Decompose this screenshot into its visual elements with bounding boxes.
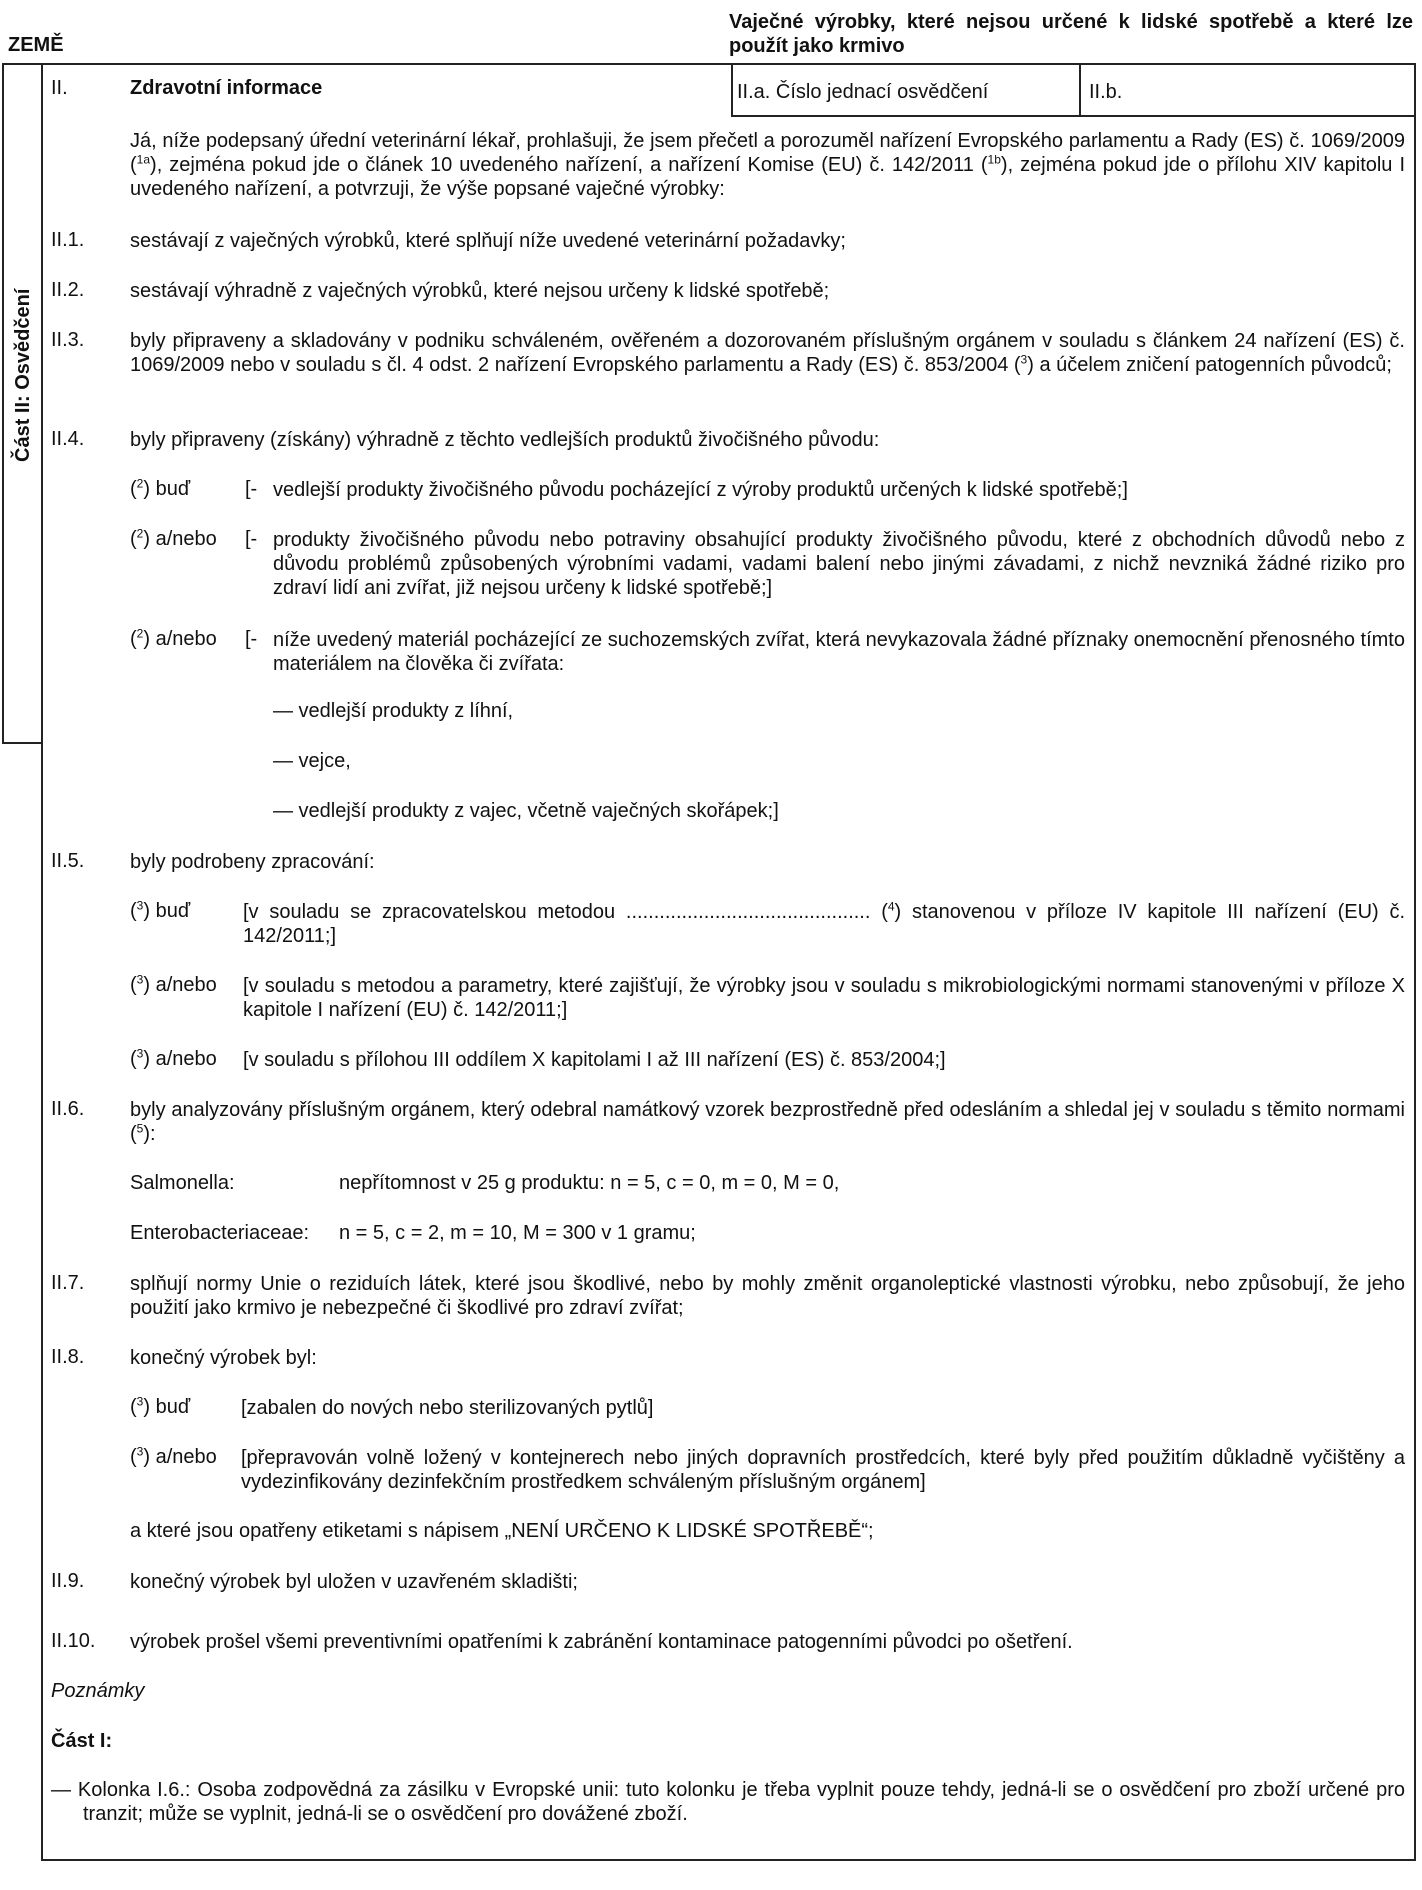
option-text: [v souladu s přílohou III oddílem X kapitolami I až III nařízení (ES) č. 853/2004;] — [243, 1049, 946, 1071]
certificate-ref-a: II.a. Číslo jednací osvědčení — [737, 81, 989, 103]
item-number: II.6. — [51, 1098, 85, 1120]
norm-value: nepřítomnost v 25 g produktu: n = 5, c = 0, m = 0, M = 0, — [339, 1172, 840, 1194]
option-label: ($^2$) buď — [130, 476, 191, 500]
item-number: II.8. — [51, 1346, 85, 1368]
intro-paragraph: Já, níže podepsaný úřední veterinární lékař, prohlašuji, že jsem přečetl a porozuměl nařízení Evropského parlamentu a Rady (ES) č. 1069/2009 ($^{1a}$), zejména pokud jde o článek 10 uvedeného nařízení, a nařízení Komise (EU) č. 142/2011 ($^{1b}$), zejména pokud jde o přílohu XIV kapitolu I uvedeného nařízení, a potvrzuji, že výše popsané vaječné výrobky: — [130, 130, 1406, 200]
item-text: konečný výrobek byl uložen v uzavřeném skladišti; — [130, 1571, 578, 1593]
option-label: ($^2$) a/nebo — [130, 526, 217, 550]
item-number: II.10. — [51, 1630, 96, 1652]
label-requirement: a které jsou opatřeny etiketami s nápisem „NENÍ URČENO K LIDSKÉ SPOTŘEBĚ“; — [130, 1520, 874, 1542]
notes-part-heading: Část I: — [51, 1730, 113, 1752]
option-label: ($^3$) a/nebo — [130, 972, 217, 996]
ref-box-mid — [1079, 63, 1081, 117]
side-label: Část II: Osvědčení — [12, 288, 34, 462]
option-bracket: [- — [245, 628, 258, 650]
notes-title: Poznámky — [51, 1680, 145, 1702]
item-text: byly podrobeny zpracování: — [130, 851, 375, 873]
section-title: Zdravotní informace — [130, 77, 323, 99]
option-label: ($^3$) buď — [130, 1394, 191, 1418]
option-label: ($^2$) a/nebo — [130, 626, 217, 650]
item-text: byly připraveny (získány) výhradně z těchto vedlejších produktů živočišného původu: — [130, 429, 880, 451]
document-title: Vaječné výrobky, které nejsou určené k lidské spotřebě a které lze použít jako krmivo — [729, 11, 1413, 57]
item-number: II.7. — [51, 1272, 85, 1294]
option-text: [v souladu s metodou a parametry, které zajišťují, že výrobky jsou v souladu s mikrobiologickými normami stanovenými v příloze X kapitole I nařízení (EU) č. 142/2011;] — [243, 975, 1405, 1021]
option-text: [zabalen do nových nebo sterilizovaných pytlů] — [241, 1397, 654, 1419]
item-number: II.4. — [51, 428, 85, 450]
item-number: II.2. — [51, 279, 85, 301]
item-number: II.1. — [51, 229, 85, 251]
ref-box-left — [731, 63, 733, 117]
item-text: konečný výrobek byl: — [130, 1347, 317, 1369]
option-text: níže uvedený materiál pocházející ze suchozemských zvířat, která nevykazovala žádné příznaky onemocnění přenosného tímto materiálem na člověka či zvířata: — [273, 629, 1405, 675]
option-bracket: [- — [245, 478, 258, 500]
dash-item: — vedlejší produkty z vajec, včetně vaječných skořápek;] — [273, 800, 779, 822]
item-text: byly analyzovány příslušným orgánem, který odebral namátkový vzorek bezprostředně před odesláním a shledal jej v souladu s těmito normami ($^5$): — [130, 1099, 1405, 1145]
norm-key: Salmonella: — [130, 1172, 235, 1194]
certificate-ref-b: II.b. — [1089, 81, 1123, 103]
option-text: [přepravován volně ložený v kontejnerech nebo jiných dopravních prostředcích, které byly před použitím důkladně vyčištěny a vydezinfikovány dezinfekčním prostředkem schváleným příslušným orgánem] — [241, 1447, 1405, 1493]
option-text: produkty živočišného původu nebo potraviny obsahující produkty živočišného původu, které z obchodních důvodů nebo z důvodu problémů způsobených výrobními vadami, vadami balení nebo jinými závadami, z nichž nevzniká žádné riziko pro zdraví lidí ani zvířat, již nejsou určeny k lidské spotřebě;] — [273, 529, 1405, 599]
frame-inner-left — [41, 63, 43, 1861]
item-text: sestávají výhradně z vaječných výrobků, které nejsou určeny k lidské spotřebě; — [130, 280, 830, 302]
section-number: II. — [51, 77, 68, 99]
option-label: ($^3$) a/nebo — [130, 1046, 217, 1070]
frame-sidebar-bottom — [2, 742, 43, 744]
norm-value: n = 5, c = 2, m = 10, M = 300 v 1 gramu; — [339, 1222, 696, 1244]
frame-right — [1414, 63, 1416, 1861]
item-number: II.5. — [51, 850, 85, 872]
norm-key: Enterobacteriaceae: — [130, 1222, 310, 1244]
country-label: ZEMĚ — [8, 34, 64, 56]
ref-box-bottom — [731, 115, 1416, 117]
note-item: — Kolonka I.6.: Osoba zodpovědná za zásilku v Evropské unii: tuto kolonku je třeba vyplnit pouze tehdy, jedná-li se o osvědčení pro zboží určené pro tranzit; může se vyplnit, jedná-li se o osvědčení pro dovážené zboží. — [51, 1779, 1405, 1825]
option-text: [v souladu se zpracovatelskou metodou ............................................ ($^4$) stanovenou v příloze IV kapitole III nařízení (EU) č. 142/2011;] — [243, 899, 1405, 947]
dash-item: — vedlejší produkty z líhní, — [273, 700, 514, 722]
item-text: sestávají z vaječných výrobků, které splňují níže uvedené veterinární požadavky; — [130, 230, 846, 252]
item-text: byly připraveny a skladovány v podniku schváleném, ověřeném a dozorovaném příslušným orgánem v souladu s článkem 24 nařízení (ES) č. 1069/2009 nebo v souladu s čl. 4 odst. 2 nařízení Evropského parlamentu a Rady (ES) č. 853/2004 ($^3$) a účelem zničení patogenních původců; — [130, 330, 1405, 376]
item-text: výrobek prošel všemi preventivními opatřeními k zabránění kontaminace patogenními původci po ošetření. — [130, 1631, 1073, 1653]
option-label: ($^3$) buď — [130, 898, 191, 922]
option-bracket: [- — [245, 528, 258, 550]
option-text: vedlejší produkty živočišného původu pocházející z výroby produktů určených k lidské spotřebě;] — [273, 479, 1128, 501]
frame-top — [2, 63, 1416, 65]
item-text: splňují normy Unie o reziduích látek, které jsou škodlivé, nebo by mohly změnit organoleptické vlastnosti výrobku, nebo způsobují, že jeho použití jako krmivo je nebezpečné či škodlivé pro zdraví zvířat; — [130, 1273, 1405, 1319]
item-number: II.3. — [51, 329, 85, 351]
frame-bottom — [41, 1859, 1416, 1861]
frame-left — [2, 63, 4, 744]
item-number: II.9. — [51, 1570, 85, 1592]
option-label: ($^3$) a/nebo — [130, 1444, 217, 1468]
dash-item: — vejce, — [273, 750, 351, 772]
